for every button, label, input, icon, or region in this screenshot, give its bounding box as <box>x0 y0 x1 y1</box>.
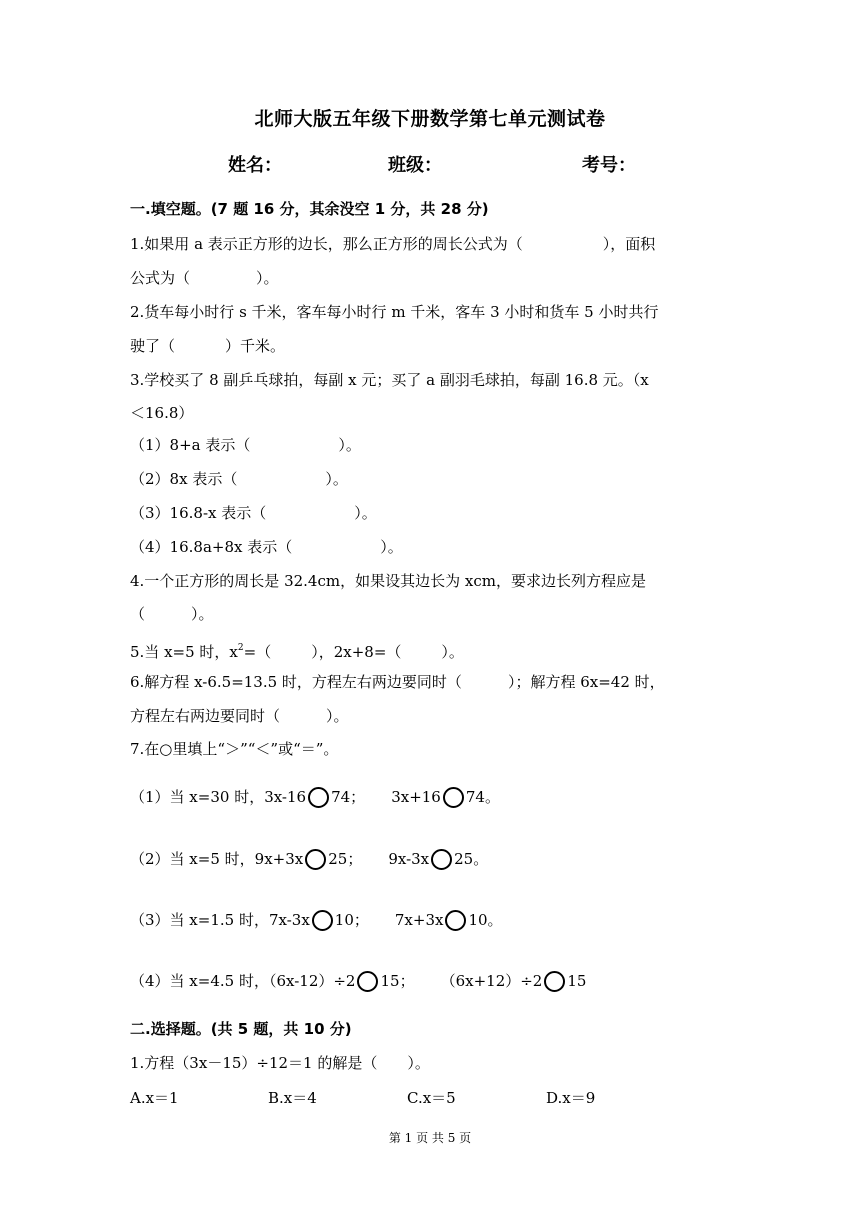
compare-circle[interactable] <box>308 787 329 808</box>
s2-q1: 1.方程（3x－15）÷12＝1 的解是（ ）。 <box>130 1054 430 1072</box>
compare-circle[interactable] <box>431 849 452 870</box>
name-label: 姓名： <box>228 155 282 176</box>
q1-line1: 1.如果用 a 表示正方形的边长，那么正方形的周长公式为（ ），面积 <box>130 235 656 253</box>
q3-line1: 3.学校买了 8 副乒乓球拍，每副 x 元；买了 a 副羽毛球拍，每副 16.8 元。（x <box>130 371 649 389</box>
q2-line2: 驶了（ ）千米。 <box>130 337 286 355</box>
q4-line1: 4.一个正方形的周长是 32.4cm，如果设其边长为 xcm，要求边长列方程应是 <box>130 572 646 590</box>
q7-sub3: （3）当 x=1.5 时，7x-3x 10； 7x+3x 10。 <box>130 911 503 929</box>
q6-line2: 方程左右两边要同时（ ）。 <box>130 707 349 725</box>
q4-line2: （ ）。 <box>130 605 214 623</box>
q6-line1: 6.解方程 x-6.5=13.5 时，方程左右两边要同时（ ）；解方程 6x=42 时， <box>130 673 665 691</box>
class-label: 班级： <box>388 155 442 176</box>
q3-sub2: （2）8x 表示（ ）。 <box>130 470 348 488</box>
q7-instruction: 7.在○里填上“＞”“＜”或“＝”。 <box>130 740 339 758</box>
option-b[interactable]: B.x＝4 <box>268 1089 317 1107</box>
page-title: 北师大版五年级下册数学第七单元测试卷 <box>254 108 606 130</box>
q7-sub2: （2）当 x=5 时，9x+3x 25； 9x-3x 25。 <box>130 850 489 868</box>
option-c[interactable]: C.x＝5 <box>407 1089 456 1107</box>
q5-line: 5.当 x=5 时，$x^2=$（ ），2x+8=（ ）。 <box>130 643 464 661</box>
compare-circle[interactable] <box>544 971 565 992</box>
compare-circle[interactable] <box>312 910 333 931</box>
q3-sub1: （1）8+a 表示（ ）。 <box>130 436 361 454</box>
compare-circle[interactable] <box>357 971 378 992</box>
q3-line2: ＜16.8） <box>130 404 194 422</box>
q2-line1: 2.货车每小时行 s 千米，客车每小时行 m 千米，客车 3 小时和货车 5 小时共行 <box>130 303 659 321</box>
compare-circle[interactable] <box>305 849 326 870</box>
compare-circle[interactable] <box>443 787 464 808</box>
section2-heading: 二.选择题。(共 5 题，共 10 分) <box>130 1020 352 1038</box>
option-a[interactable]: A.x＝1 <box>130 1089 179 1107</box>
q1-line2: 公式为（ ）。 <box>130 269 279 287</box>
number-label: 考号： <box>582 155 636 176</box>
section1-heading: 一.填空题。(7 题 16 分，其余没空 1 分，共 28 分) <box>130 200 489 218</box>
compare-circle[interactable] <box>445 910 466 931</box>
q3-sub4: （4）16.8a+8x 表示（ ）。 <box>130 538 403 556</box>
page-footer: 第 1 页 共 5 页 <box>388 1131 472 1145</box>
q7-sub1: （1）当 x=30 时，3x-16 74； 3x+16 74。 <box>130 788 500 806</box>
option-d[interactable]: D.x＝9 <box>546 1089 596 1107</box>
q3-sub3: （3）16.8-x 表示（ ）。 <box>130 504 377 522</box>
q7-sub4: （4）当 x=4.5 时，（6x-12）÷2 15； （6x+12）÷2 15 <box>130 972 587 990</box>
